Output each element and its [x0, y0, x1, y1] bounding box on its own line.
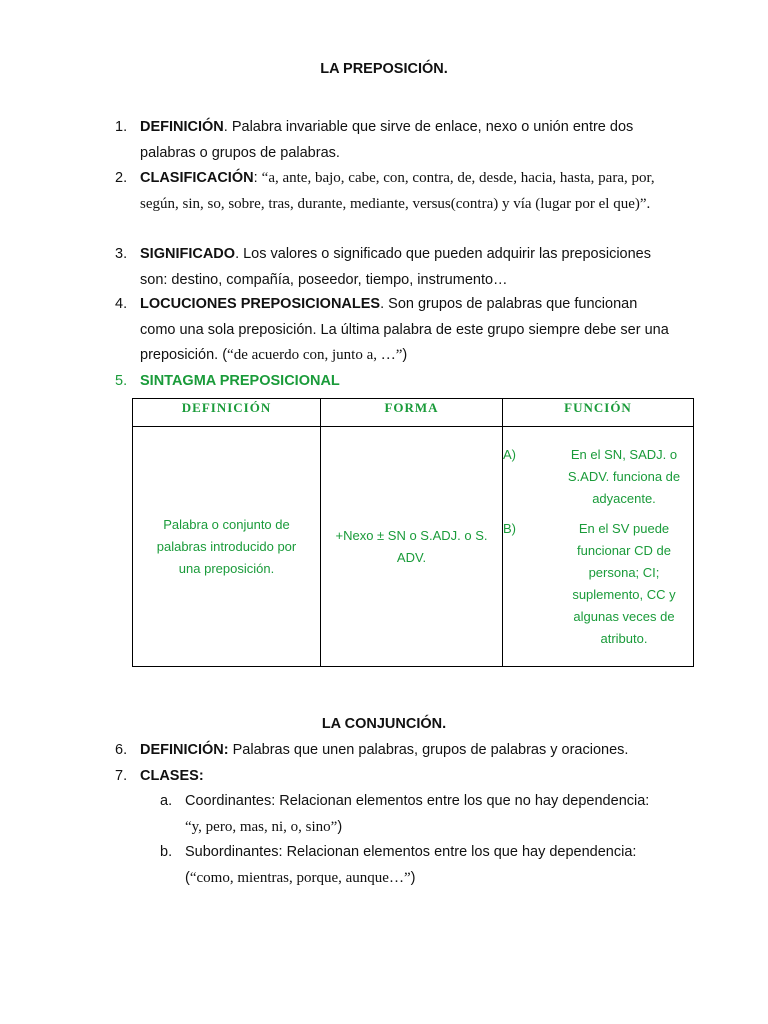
header-funcion: FUNCIÓN: [503, 399, 694, 427]
list-item-clases: [115, 764, 675, 790]
item-number: 6.: [115, 742, 128, 758]
item-text: . Son grupos de palabras que funcionan como una sola preposición. La última palabra de este grupo siempre debe ser una preposición. (: [140, 296, 669, 363]
subitem-text: Subordinantes: Relacionan elementos entre los que hay dependencia:: [185, 844, 637, 860]
item-heading: SINTAGMA PREPOSICIONAL: [140, 373, 340, 389]
item-text: “a, ante, bajo, cabe, con, contra, de, desde, hacia, hasta, para, por, según, sin, so, sobre, tras, durante, mediante, versus(contra) y vía (lugar por el que)”.: [140, 170, 655, 212]
item-number: 7.: [115, 768, 128, 784]
item-number: 5.: [115, 373, 128, 389]
subitem-quote: “y, pero, mas, ni, o, sino”: [185, 818, 338, 835]
item-separator: :: [253, 170, 262, 186]
subitem-coordinantes: [160, 789, 690, 840]
funcion-item: B) En el SV puede funcionar CD de persona; CI; suplemento, CC y algunas veces de atributo.: [503, 520, 676, 646]
item-close: ): [402, 347, 408, 363]
cell-definicion: Palabra o conjunto de palabras introducido por una preposición.: [133, 427, 321, 667]
subitem-quote: “como, mientras, porque, aunque…”: [189, 869, 411, 886]
subitem-label: a.: [160, 793, 173, 809]
cell-funcion: [503, 427, 694, 667]
list-item-clasificacion: [115, 166, 675, 217]
sintagma-table: [132, 398, 694, 667]
subitem-text: Coordinantes: Relacionan elementos entre los que no hay dependencia:: [185, 793, 650, 809]
item-number: 1.: [115, 119, 128, 135]
item-heading: CLASIFICACIÓN: [140, 170, 254, 186]
item-text: Palabras que unen palabras, grupos de palabras y oraciones.: [228, 742, 629, 758]
table-header-row: [133, 399, 694, 427]
subitem-open: (: [185, 869, 190, 886]
list-item-sintagma: [115, 369, 675, 395]
item-heading: CLASES:: [140, 768, 204, 784]
item-heading: LOCUCIONES PREPOSICIONALES: [140, 296, 381, 312]
funcion-text: En el SV puede funcionar CD de persona; CI; suplemento, CC y algunas veces de atributo.: [572, 520, 676, 646]
cell-forma: +Nexo ± SN o S.ADJ. o S. ADV.: [321, 427, 503, 667]
header-forma: FORMA: [321, 399, 503, 427]
funcion-item: A) En el SN, SADJ. o S.ADV. funciona de adyacente.: [503, 446, 681, 506]
subitem-label: b.: [160, 844, 173, 860]
subitem-close: ): [410, 869, 416, 886]
list-item-definicion-conj: [115, 738, 675, 764]
section-title: LA CONJUNCIÓN.: [321, 716, 447, 732]
list-item-locuciones: [115, 292, 675, 369]
item-text: . Palabra invariable que sirve de enlace, nexo o unión entre dos palabras o grupos de palabras.: [140, 119, 634, 161]
item-heading: DEFINICIÓN:: [140, 742, 229, 758]
item-text: . Los valores o significado que pueden adquirir las preposiciones son: destino, compañía, poseedor, tiempo, instrumento…: [140, 246, 651, 288]
subitem-close: ): [337, 818, 343, 835]
item-quote: “de acuerdo con, junto a, …”: [227, 347, 403, 363]
item-heading: DEFINICIÓN: [140, 119, 224, 135]
item-heading: SIGNIFICADO: [140, 246, 236, 262]
funcion-text: En el SN, SADJ. o S.ADV. funciona de adyacente.: [567, 446, 681, 506]
item-number: 2.: [115, 170, 128, 186]
item-number: 4.: [115, 296, 128, 312]
page-title: LA PREPOSICIÓN.: [320, 61, 448, 77]
table-row: [133, 427, 694, 667]
subitem-subordinantes: [160, 840, 690, 891]
list-item-definicion: [115, 115, 675, 166]
header-definicion: DEFINICIÓN: [133, 399, 321, 427]
list-item-significado: [115, 242, 675, 293]
item-number: 3.: [115, 246, 128, 262]
